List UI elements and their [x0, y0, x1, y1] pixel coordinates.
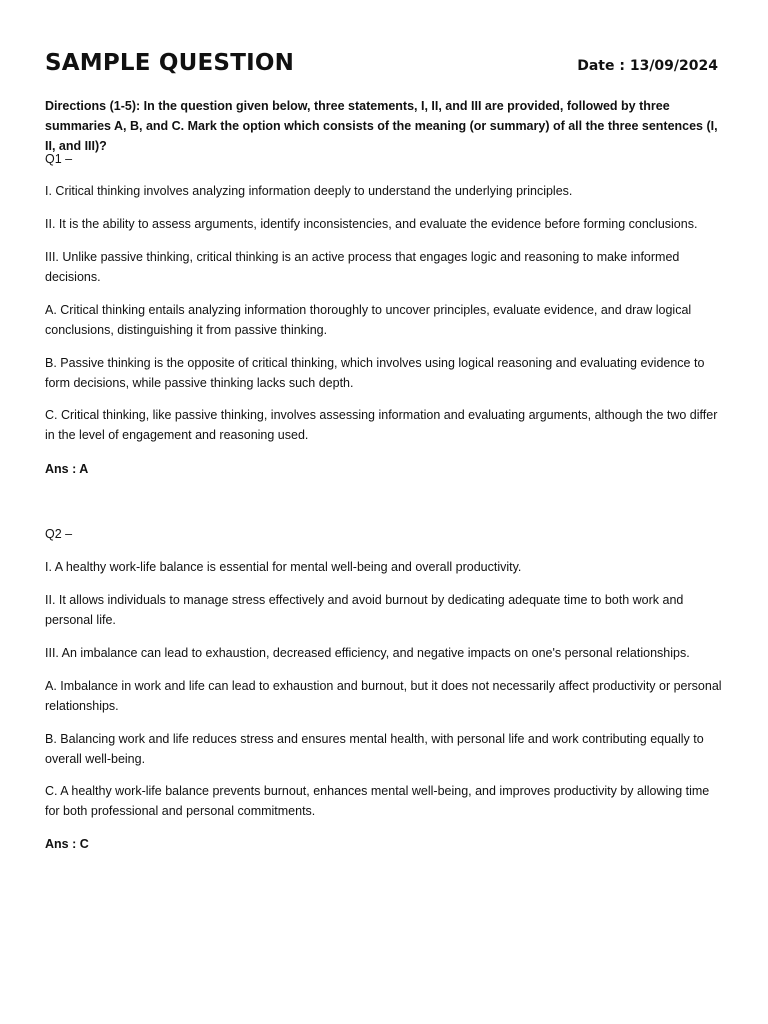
directions: Directions (1-5): In the question given below, three statements, I, II, and III are provided, followed by three summaries A, B, and C. Mark the option which consists of the meaning (or summary) of all the three sentences (I, II, and III)? — [45, 99, 718, 153]
q2-option-b: B. Balancing work and life reduces stress and ensures mental health, with personal life and work contributing equally to overall well-being. — [45, 732, 704, 766]
q1-statement-3: III. Unlike passive thinking, critical thinking is an active process that engages logic and reasoning to make informed decisions. — [45, 250, 680, 284]
q2-statement-1: I. A healthy work-life balance is essential for mental well-being and overall productivity. — [45, 560, 522, 574]
q2-option-a: A. Imbalance in work and life can lead to exhaustion and burnout, but it does not necessarily affect productivity or personal relationships. — [45, 679, 722, 713]
q1-option-c: C. Critical thinking, like passive thinking, involves assessing information and evaluating arguments, although the two differ in the level of engagement and reasoning used. — [45, 408, 718, 442]
question-2-label: Q2 – — [45, 527, 73, 541]
date-label: Date : 13/09/2024 — [577, 58, 718, 74]
q1-statement-1: I. Critical thinking involves analyzing information deeply to understand the underlying principles. — [45, 184, 573, 198]
q1-option-b: B. Passive thinking is the opposite of critical thinking, which involves using logical reasoning and evaluating evidence to form decisions, while passive thinking lacks such depth. — [45, 356, 705, 390]
header — [45, 48, 725, 82]
page-title: SAMPLE QUESTION — [45, 50, 295, 76]
q2-answer: Ans : C — [45, 837, 89, 851]
q1-statement-2: II. It is the ability to assess arguments, identify inconsistencies, and evaluate the evidence before forming conclusions. — [45, 217, 698, 231]
q2-option-c: C. A healthy work-life balance prevents burnout, enhances mental well-being, and improves productivity by allowing time for both professional and personal commitments. — [45, 784, 710, 818]
q2-statement-3: III. An imbalance can lead to exhaustion, decreased efficiency, and negative impacts on one's personal relationships. — [45, 646, 690, 660]
q1-answer: Ans : A — [45, 462, 89, 476]
question-1-label: Q1 – — [45, 152, 73, 166]
q2-statement-2: II. It allows individuals to manage stress effectively and avoid burnout by dedicating adequate time to both work and personal life. — [45, 593, 684, 627]
q1-option-a: A. Critical thinking entails analyzing information thoroughly to uncover principles, evaluate evidence, and draw logical conclusions, distinguishing it from passive thinking. — [45, 303, 692, 337]
